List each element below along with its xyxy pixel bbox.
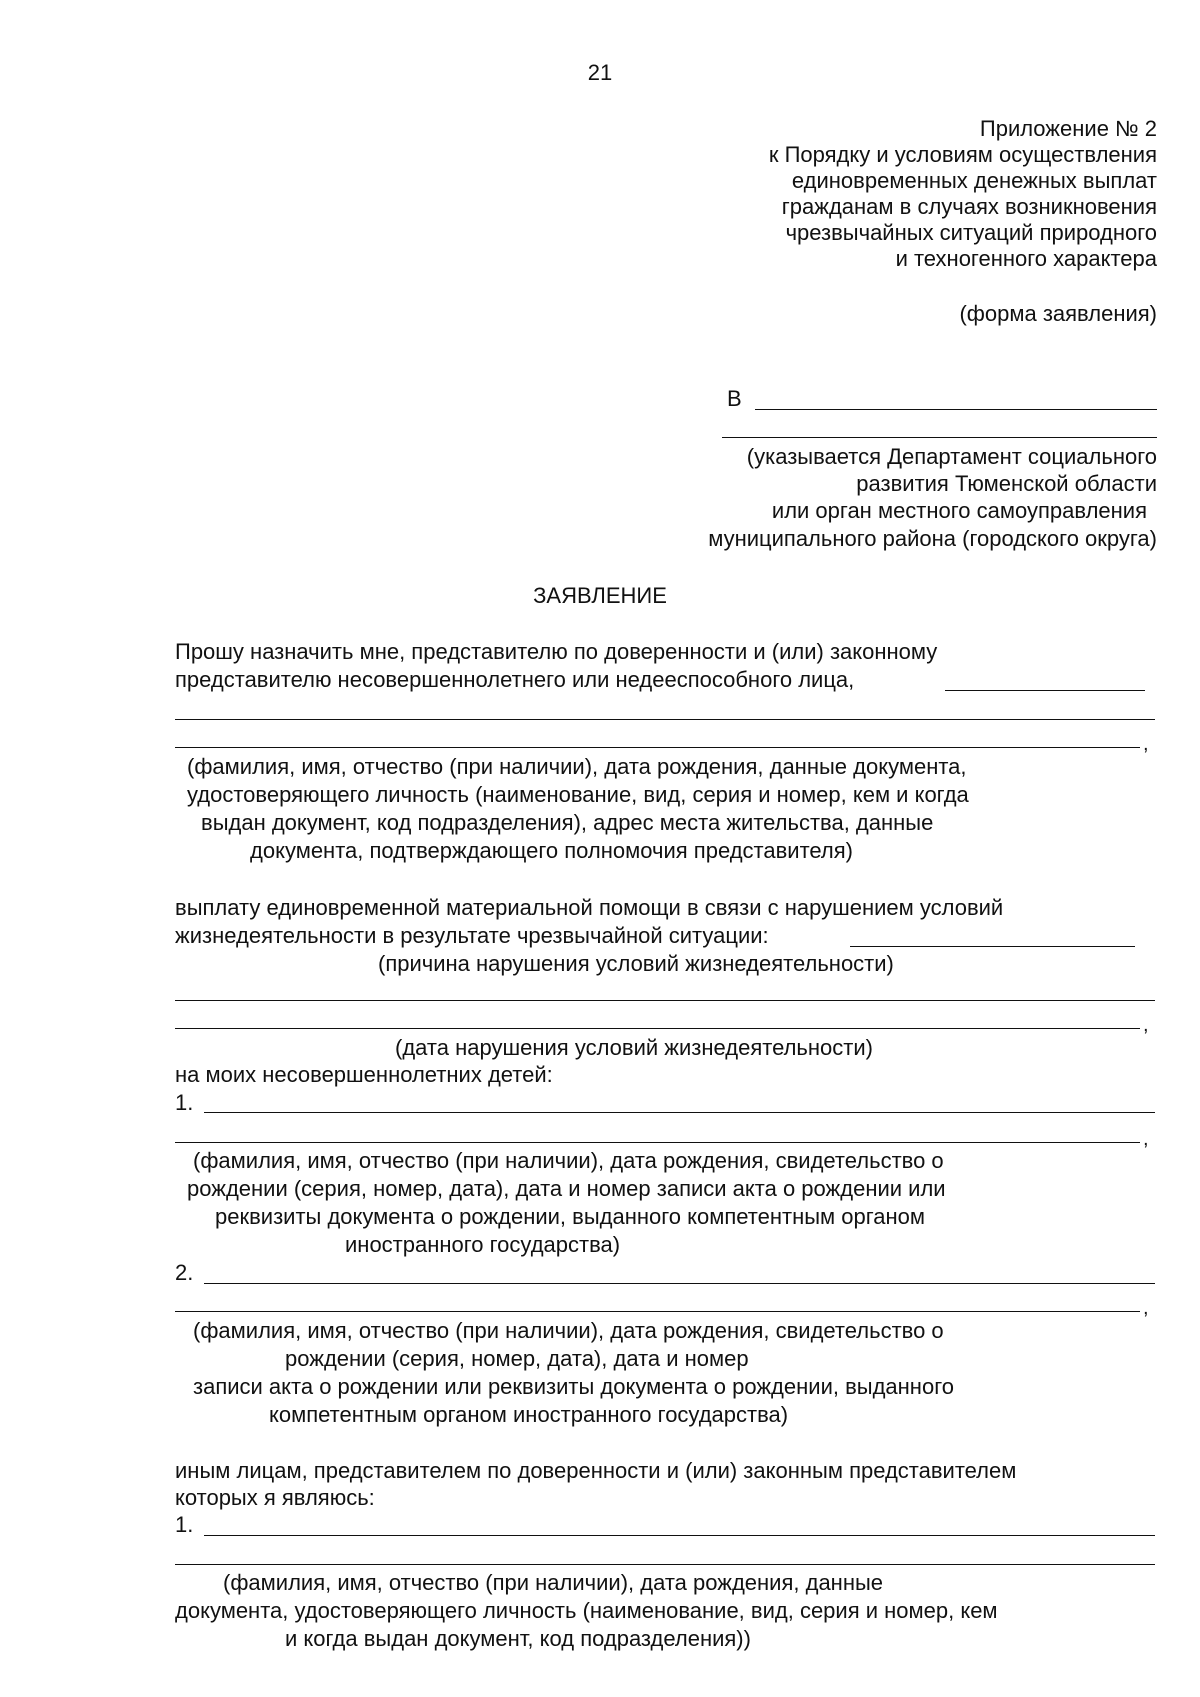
form-note: (форма заявления) xyxy=(959,301,1157,326)
payment-line-2: жизнедеятельности в результате чрезвычайной ситуации: xyxy=(175,923,769,948)
intro-line-2: представителю несовершеннолетнего или недееспособного лица, xyxy=(175,667,855,692)
child-1-number: 1. xyxy=(175,1090,194,1115)
date-hint: (дата нарушения условий жизнедеятельности) xyxy=(395,1035,873,1060)
intro-line-1: Прошу назначить мне, представителю по доверенности и (или) законному xyxy=(175,639,938,664)
addressee-hint-1: (указывается Департамент социального xyxy=(746,444,1157,469)
comma-mark: , xyxy=(1143,1297,1149,1319)
payment-line-1: выплату единовременной материальной помощи в связи с нарушением условий xyxy=(175,895,1004,920)
child-1-hint-4: иностранного государства) xyxy=(345,1232,621,1257)
child-2-hint-2: рождении (серия, номер, дата), дата и номер xyxy=(285,1346,749,1371)
appendix-line-3: единовременных денежных выплат xyxy=(791,168,1157,193)
other-1-hint-3: и когда выдан документ, код подразделения)) xyxy=(285,1626,751,1651)
appendix-line-6: и техногенного характера xyxy=(895,246,1157,271)
other-1-hint-2: документа, удостоверяющего личность (наименование, вид, серия и номер, кем xyxy=(175,1598,998,1623)
applicant-field-line-1[interactable] xyxy=(175,719,1155,720)
applicant-hint-2: удостоверяющего личность (наименование, вид, серия и номер, кем и когда xyxy=(187,782,969,807)
child-2-field-line-1[interactable] xyxy=(204,1283,1155,1284)
child-2-hint-1: (фамилия, имя, отчество (при наличии), дата рождения, свидетельство о xyxy=(193,1318,944,1343)
applicant-field-line-2[interactable] xyxy=(175,747,1140,748)
comma-mark: , xyxy=(1143,733,1149,755)
addressee-hint-4: муниципального района (городского округа) xyxy=(708,526,1157,551)
appendix-line-4: гражданам в случаях возникновения xyxy=(781,194,1157,219)
addressee-prefix: В xyxy=(727,386,742,411)
other-1-field-line-2[interactable] xyxy=(175,1564,1155,1565)
other-1-field-line-1[interactable] xyxy=(204,1535,1155,1536)
children-heading: на моих несовершеннолетних детей: xyxy=(175,1062,553,1087)
child-2-hint-3: записи акта о рождении или реквизиты документа о рождении, выданного xyxy=(193,1374,954,1399)
comma-mark: , xyxy=(1143,1128,1149,1150)
reason-field-line-1[interactable] xyxy=(175,1000,1155,1001)
other-1-number: 1. xyxy=(175,1512,194,1537)
document-title: ЗАЯВЛЕНИЕ xyxy=(533,583,667,608)
other-1-hint-1: (фамилия, имя, отчество (при наличии), дата рождения, данные xyxy=(223,1570,884,1595)
reason-field-line-2[interactable] xyxy=(175,1028,1140,1029)
appendix-line-5: чрезвычайных ситуаций природного xyxy=(785,220,1157,245)
addressee-field-line-1[interactable] xyxy=(755,409,1157,410)
child-2-hint-4: компетентным органом иностранного государства) xyxy=(269,1402,789,1427)
child-2-field-line-2[interactable] xyxy=(175,1311,1140,1312)
addressee-field-line-2[interactable] xyxy=(722,437,1157,438)
addressee-hint-3: или орган местного самоуправления xyxy=(771,498,1147,523)
appendix-line-1: Приложение № 2 xyxy=(979,116,1157,141)
others-line-1: иным лицам, представителем по доверенности и (или) законным представителем xyxy=(175,1458,1017,1483)
reason-hint: (причина нарушения условий жизнедеятельности) xyxy=(378,951,894,976)
addressee-hint-2: развития Тюменской области xyxy=(856,471,1157,496)
child-1-hint-1: (фамилия, имя, отчество (при наличии), дата рождения, свидетельство о xyxy=(193,1148,944,1173)
child-2-number: 2. xyxy=(175,1260,194,1285)
appendix-line-2: к Порядку и условиям осуществления xyxy=(768,142,1157,167)
child-1-field-line-1[interactable] xyxy=(204,1112,1155,1113)
child-1-hint-3: реквизиты документа о рождении, выданного компетентным органом xyxy=(215,1204,926,1229)
applicant-hint-3: выдан документ, код подразделения), адрес места жительства, данные xyxy=(201,810,934,835)
applicant-field-inline[interactable] xyxy=(945,690,1145,691)
others-line-2: которых я являюсь: xyxy=(175,1485,375,1510)
applicant-hint-1: (фамилия, имя, отчество (при наличии), дата рождения, данные документа, xyxy=(187,754,967,779)
reason-field-inline[interactable] xyxy=(850,946,1135,947)
page-number: 21 xyxy=(587,60,613,85)
applicant-hint-4: документа, подтверждающего полномочия представителя) xyxy=(250,838,853,863)
child-1-hint-2: рождении (серия, номер, дата), дата и номер записи акта о рождении или xyxy=(187,1176,946,1201)
child-1-field-line-2[interactable] xyxy=(175,1142,1140,1143)
comma-mark: , xyxy=(1143,1014,1149,1036)
